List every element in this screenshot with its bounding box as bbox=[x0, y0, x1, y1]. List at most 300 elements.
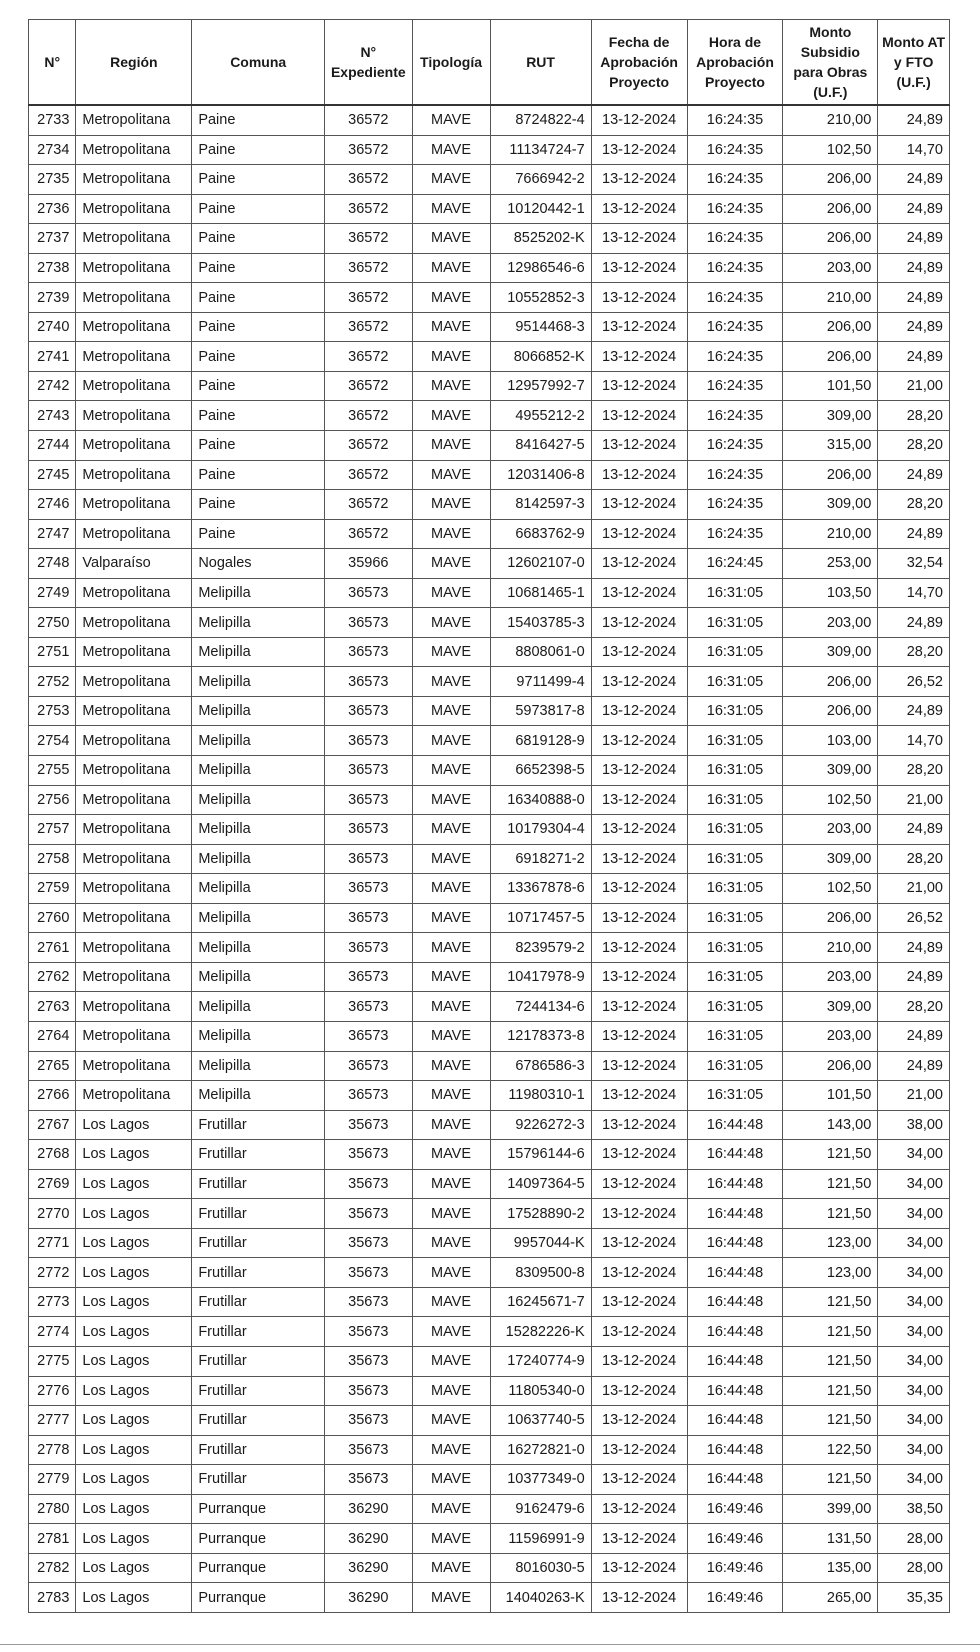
cell-region: Metropolitana bbox=[76, 874, 192, 904]
cell-expediente: 36572 bbox=[325, 165, 412, 195]
cell-numero: 2734 bbox=[29, 135, 76, 165]
cell-tipologia: MAVE bbox=[412, 1465, 490, 1495]
table-row bbox=[29, 903, 950, 933]
cell-expediente: 36573 bbox=[325, 992, 412, 1022]
cell-hora: 16:31:05 bbox=[687, 844, 783, 874]
cell-hora: 16:49:46 bbox=[687, 1494, 783, 1524]
cell-fecha: 13-12-2024 bbox=[591, 1317, 687, 1347]
cell-tipologia: MAVE bbox=[412, 1583, 490, 1613]
cell-expediente: 36573 bbox=[325, 1051, 412, 1081]
cell-expediente: 36290 bbox=[325, 1524, 412, 1554]
cell-monto-subsidio: 102,50 bbox=[783, 135, 878, 165]
cell-tipologia: MAVE bbox=[412, 1081, 490, 1111]
cell-hora: 16:24:35 bbox=[687, 371, 783, 401]
table-row bbox=[29, 785, 950, 815]
cell-numero: 2762 bbox=[29, 962, 76, 992]
cell-monto-at-fto: 24,89 bbox=[878, 608, 950, 638]
cell-hora: 16:44:48 bbox=[687, 1317, 783, 1347]
cell-region: Los Lagos bbox=[76, 1524, 192, 1554]
cell-monto-subsidio: 309,00 bbox=[783, 637, 878, 667]
cell-fecha: 13-12-2024 bbox=[591, 1140, 687, 1170]
cell-numero: 2738 bbox=[29, 253, 76, 283]
cell-region: Los Lagos bbox=[76, 1465, 192, 1495]
cell-region: Los Lagos bbox=[76, 1258, 192, 1288]
cell-hora: 16:31:05 bbox=[687, 1021, 783, 1051]
cell-region: Metropolitana bbox=[76, 608, 192, 638]
cell-expediente: 35673 bbox=[325, 1376, 412, 1406]
cell-numero: 2746 bbox=[29, 490, 76, 520]
cell-expediente: 36573 bbox=[325, 608, 412, 638]
cell-monto-at-fto: 24,89 bbox=[878, 312, 950, 342]
cell-monto-subsidio: 206,00 bbox=[783, 342, 878, 372]
cell-monto-subsidio: 315,00 bbox=[783, 431, 878, 461]
cell-comuna: Paine bbox=[192, 342, 325, 372]
cell-monto-subsidio: 131,50 bbox=[783, 1524, 878, 1554]
cell-comuna: Frutillar bbox=[192, 1376, 325, 1406]
cell-numero: 2750 bbox=[29, 608, 76, 638]
cell-hora: 16:24:35 bbox=[687, 519, 783, 549]
cell-hora: 16:24:35 bbox=[687, 460, 783, 490]
cell-expediente: 35673 bbox=[325, 1435, 412, 1465]
cell-region: Los Lagos bbox=[76, 1435, 192, 1465]
cell-rut: 7666942-2 bbox=[490, 165, 591, 195]
cell-fecha: 13-12-2024 bbox=[591, 224, 687, 254]
cell-tipologia: MAVE bbox=[412, 1524, 490, 1554]
cell-hora: 16:24:35 bbox=[687, 253, 783, 283]
cell-expediente: 35673 bbox=[325, 1406, 412, 1436]
cell-rut: 14040263-K bbox=[490, 1583, 591, 1613]
table-row bbox=[29, 1140, 950, 1170]
cell-comuna: Purranque bbox=[192, 1524, 325, 1554]
cell-monto-subsidio: 253,00 bbox=[783, 549, 878, 579]
cell-comuna: Melipilla bbox=[192, 1051, 325, 1081]
cell-rut: 13367878-6 bbox=[490, 874, 591, 904]
cell-hora: 16:31:05 bbox=[687, 874, 783, 904]
cell-comuna: Melipilla bbox=[192, 933, 325, 963]
cell-comuna: Melipilla bbox=[192, 756, 325, 786]
cell-rut: 10120442-1 bbox=[490, 194, 591, 224]
cell-fecha: 13-12-2024 bbox=[591, 726, 687, 756]
cell-monto-subsidio: 121,50 bbox=[783, 1376, 878, 1406]
table-row bbox=[29, 933, 950, 963]
cell-fecha: 13-12-2024 bbox=[591, 815, 687, 845]
cell-expediente: 36573 bbox=[325, 1081, 412, 1111]
cell-fecha: 13-12-2024 bbox=[591, 1110, 687, 1140]
cell-numero: 2757 bbox=[29, 815, 76, 845]
cell-monto-subsidio: 121,50 bbox=[783, 1169, 878, 1199]
cell-rut: 8724822-4 bbox=[490, 105, 591, 135]
cell-expediente: 36572 bbox=[325, 224, 412, 254]
cell-expediente: 36573 bbox=[325, 815, 412, 845]
cell-monto-at-fto: 28,20 bbox=[878, 992, 950, 1022]
cell-expediente: 36573 bbox=[325, 933, 412, 963]
cell-region: Metropolitana bbox=[76, 460, 192, 490]
cell-rut: 8142597-3 bbox=[490, 490, 591, 520]
cell-numero: 2740 bbox=[29, 312, 76, 342]
cell-monto-subsidio: 210,00 bbox=[783, 519, 878, 549]
cell-rut: 14097364-5 bbox=[490, 1169, 591, 1199]
cell-comuna: Paine bbox=[192, 519, 325, 549]
cell-comuna: Melipilla bbox=[192, 726, 325, 756]
cell-numero: 2737 bbox=[29, 224, 76, 254]
cell-tipologia: MAVE bbox=[412, 696, 490, 726]
cell-rut: 6683762-9 bbox=[490, 519, 591, 549]
cell-monto-subsidio: 265,00 bbox=[783, 1583, 878, 1613]
cell-tipologia: MAVE bbox=[412, 1199, 490, 1229]
table-row bbox=[29, 371, 950, 401]
cell-tipologia: MAVE bbox=[412, 224, 490, 254]
cell-monto-subsidio: 399,00 bbox=[783, 1494, 878, 1524]
cell-fecha: 13-12-2024 bbox=[591, 1258, 687, 1288]
cell-numero: 2758 bbox=[29, 844, 76, 874]
cell-monto-at-fto: 24,89 bbox=[878, 1051, 950, 1081]
cell-hora: 16:31:05 bbox=[687, 756, 783, 786]
cell-comuna: Melipilla bbox=[192, 1081, 325, 1111]
cell-rut: 10717457-5 bbox=[490, 903, 591, 933]
cell-rut: 8309500-8 bbox=[490, 1258, 591, 1288]
cell-monto-subsidio: 206,00 bbox=[783, 667, 878, 697]
cell-comuna: Melipilla bbox=[192, 785, 325, 815]
cell-tipologia: MAVE bbox=[412, 1317, 490, 1347]
cell-fecha: 13-12-2024 bbox=[591, 992, 687, 1022]
cell-fecha: 13-12-2024 bbox=[591, 490, 687, 520]
cell-comuna: Frutillar bbox=[192, 1199, 325, 1229]
cell-comuna: Frutillar bbox=[192, 1287, 325, 1317]
cell-tipologia: MAVE bbox=[412, 283, 490, 313]
cell-rut: 12986546-6 bbox=[490, 253, 591, 283]
cell-hora: 16:49:46 bbox=[687, 1553, 783, 1583]
cell-monto-subsidio: 206,00 bbox=[783, 165, 878, 195]
cell-hora: 16:31:05 bbox=[687, 1081, 783, 1111]
cell-tipologia: MAVE bbox=[412, 1376, 490, 1406]
cell-numero: 2776 bbox=[29, 1376, 76, 1406]
cell-rut: 17240774-9 bbox=[490, 1346, 591, 1376]
cell-tipologia: MAVE bbox=[412, 1494, 490, 1524]
cell-monto-at-fto: 24,89 bbox=[878, 696, 950, 726]
cell-tipologia: MAVE bbox=[412, 342, 490, 372]
cell-numero: 2772 bbox=[29, 1258, 76, 1288]
cell-comuna: Melipilla bbox=[192, 903, 325, 933]
cell-numero: 2769 bbox=[29, 1169, 76, 1199]
cell-expediente: 35673 bbox=[325, 1287, 412, 1317]
cell-monto-subsidio: 206,00 bbox=[783, 1051, 878, 1081]
cell-numero: 2779 bbox=[29, 1465, 76, 1495]
cell-tipologia: MAVE bbox=[412, 194, 490, 224]
cell-rut: 11980310-1 bbox=[490, 1081, 591, 1111]
cell-monto-subsidio: 206,00 bbox=[783, 312, 878, 342]
cell-numero: 2751 bbox=[29, 637, 76, 667]
cell-fecha: 13-12-2024 bbox=[591, 962, 687, 992]
cell-expediente: 36290 bbox=[325, 1494, 412, 1524]
cell-hora: 16:31:05 bbox=[687, 578, 783, 608]
cell-fecha: 13-12-2024 bbox=[591, 608, 687, 638]
cell-monto-subsidio: 309,00 bbox=[783, 490, 878, 520]
cell-hora: 16:44:48 bbox=[687, 1199, 783, 1229]
cell-hora: 16:31:05 bbox=[687, 1051, 783, 1081]
cell-monto-subsidio: 103,50 bbox=[783, 578, 878, 608]
cell-monto-at-fto: 28,20 bbox=[878, 756, 950, 786]
cell-comuna: Frutillar bbox=[192, 1140, 325, 1170]
table-row bbox=[29, 874, 950, 904]
cell-rut: 5973817-8 bbox=[490, 696, 591, 726]
cell-tipologia: MAVE bbox=[412, 815, 490, 845]
cell-comuna: Melipilla bbox=[192, 578, 325, 608]
cell-fecha: 13-12-2024 bbox=[591, 578, 687, 608]
cell-numero: 2783 bbox=[29, 1583, 76, 1613]
cell-fecha: 13-12-2024 bbox=[591, 283, 687, 313]
cell-hora: 16:31:05 bbox=[687, 696, 783, 726]
cell-comuna: Melipilla bbox=[192, 874, 325, 904]
cell-comuna: Paine bbox=[192, 312, 325, 342]
cell-region: Metropolitana bbox=[76, 371, 192, 401]
cell-monto-subsidio: 121,50 bbox=[783, 1199, 878, 1229]
cell-tipologia: MAVE bbox=[412, 371, 490, 401]
cell-monto-subsidio: 210,00 bbox=[783, 933, 878, 963]
cell-numero: 2759 bbox=[29, 874, 76, 904]
cell-region: Los Lagos bbox=[76, 1169, 192, 1199]
cell-tipologia: MAVE bbox=[412, 874, 490, 904]
cell-comuna: Frutillar bbox=[192, 1110, 325, 1140]
cell-monto-at-fto: 14,70 bbox=[878, 726, 950, 756]
cell-monto-at-fto: 34,00 bbox=[878, 1169, 950, 1199]
cell-numero: 2780 bbox=[29, 1494, 76, 1524]
cell-tipologia: MAVE bbox=[412, 1169, 490, 1199]
cell-hora: 16:24:35 bbox=[687, 312, 783, 342]
cell-comuna: Paine bbox=[192, 135, 325, 165]
cell-fecha: 13-12-2024 bbox=[591, 194, 687, 224]
cell-monto-subsidio: 203,00 bbox=[783, 815, 878, 845]
cell-monto-subsidio: 102,50 bbox=[783, 785, 878, 815]
cell-region: Metropolitana bbox=[76, 962, 192, 992]
cell-tipologia: MAVE bbox=[412, 1553, 490, 1583]
table-row bbox=[29, 1021, 950, 1051]
cell-monto-subsidio: 206,00 bbox=[783, 224, 878, 254]
cell-rut: 9162479-6 bbox=[490, 1494, 591, 1524]
cell-numero: 2735 bbox=[29, 165, 76, 195]
header-monto-subsidio: Monto Subsidio para Obras (U.F.) bbox=[783, 20, 878, 106]
cell-hora: 16:31:05 bbox=[687, 785, 783, 815]
cell-monto-at-fto: 38,50 bbox=[878, 1494, 950, 1524]
cell-comuna: Melipilla bbox=[192, 696, 325, 726]
cell-rut: 15403785-3 bbox=[490, 608, 591, 638]
cell-numero: 2760 bbox=[29, 903, 76, 933]
page-footer-rule bbox=[0, 1644, 980, 1645]
cell-numero: 2744 bbox=[29, 431, 76, 461]
cell-tipologia: MAVE bbox=[412, 1287, 490, 1317]
cell-tipologia: MAVE bbox=[412, 1110, 490, 1140]
cell-numero: 2781 bbox=[29, 1524, 76, 1554]
cell-monto-subsidio: 121,50 bbox=[783, 1287, 878, 1317]
cell-comuna: Frutillar bbox=[192, 1465, 325, 1495]
cell-fecha: 13-12-2024 bbox=[591, 1435, 687, 1465]
cell-fecha: 13-12-2024 bbox=[591, 1406, 687, 1436]
cell-expediente: 36572 bbox=[325, 194, 412, 224]
cell-numero: 2733 bbox=[29, 105, 76, 135]
cell-expediente: 36572 bbox=[325, 401, 412, 431]
cell-hora: 16:44:48 bbox=[687, 1287, 783, 1317]
cell-comuna: Frutillar bbox=[192, 1346, 325, 1376]
cell-fecha: 13-12-2024 bbox=[591, 1494, 687, 1524]
cell-tipologia: MAVE bbox=[412, 253, 490, 283]
cell-monto-at-fto: 28,00 bbox=[878, 1524, 950, 1554]
cell-fecha: 13-12-2024 bbox=[591, 1553, 687, 1583]
header-row bbox=[29, 20, 950, 106]
cell-monto-at-fto: 24,89 bbox=[878, 519, 950, 549]
cell-rut: 15796144-6 bbox=[490, 1140, 591, 1170]
cell-tipologia: MAVE bbox=[412, 1021, 490, 1051]
table-row bbox=[29, 1376, 950, 1406]
cell-hora: 16:31:05 bbox=[687, 962, 783, 992]
cell-tipologia: MAVE bbox=[412, 312, 490, 342]
table-row bbox=[29, 1081, 950, 1111]
cell-numero: 2767 bbox=[29, 1110, 76, 1140]
table-row bbox=[29, 1435, 950, 1465]
cell-comuna: Paine bbox=[192, 283, 325, 313]
cell-fecha: 13-12-2024 bbox=[591, 667, 687, 697]
cell-fecha: 13-12-2024 bbox=[591, 549, 687, 579]
cell-tipologia: MAVE bbox=[412, 844, 490, 874]
table-row bbox=[29, 1524, 950, 1554]
cell-comuna: Melipilla bbox=[192, 962, 325, 992]
cell-monto-at-fto: 21,00 bbox=[878, 1081, 950, 1111]
table-row bbox=[29, 431, 950, 461]
cell-monto-at-fto: 24,89 bbox=[878, 105, 950, 135]
cell-expediente: 36572 bbox=[325, 312, 412, 342]
cell-fecha: 13-12-2024 bbox=[591, 105, 687, 135]
cell-hora: 16:24:45 bbox=[687, 549, 783, 579]
cell-numero: 2770 bbox=[29, 1199, 76, 1229]
cell-region: Metropolitana bbox=[76, 135, 192, 165]
cell-hora: 16:24:35 bbox=[687, 224, 783, 254]
table-row bbox=[29, 726, 950, 756]
cell-monto-at-fto: 34,00 bbox=[878, 1465, 950, 1495]
cell-comuna: Frutillar bbox=[192, 1258, 325, 1288]
cell-rut: 11596991-9 bbox=[490, 1524, 591, 1554]
table-row bbox=[29, 460, 950, 490]
cell-expediente: 35966 bbox=[325, 549, 412, 579]
cell-monto-at-fto: 28,20 bbox=[878, 844, 950, 874]
cell-rut: 11805340-0 bbox=[490, 1376, 591, 1406]
cell-region: Los Lagos bbox=[76, 1406, 192, 1436]
cell-hora: 16:24:35 bbox=[687, 135, 783, 165]
cell-region: Metropolitana bbox=[76, 578, 192, 608]
cell-region: Los Lagos bbox=[76, 1199, 192, 1229]
cell-hora: 16:44:48 bbox=[687, 1346, 783, 1376]
cell-region: Metropolitana bbox=[76, 194, 192, 224]
cell-monto-at-fto: 24,89 bbox=[878, 165, 950, 195]
cell-fecha: 13-12-2024 bbox=[591, 460, 687, 490]
cell-tipologia: MAVE bbox=[412, 785, 490, 815]
cell-comuna: Melipilla bbox=[192, 992, 325, 1022]
cell-hora: 16:31:05 bbox=[687, 815, 783, 845]
cell-region: Metropolitana bbox=[76, 844, 192, 874]
cell-rut: 12602107-0 bbox=[490, 549, 591, 579]
table-row bbox=[29, 1258, 950, 1288]
cell-expediente: 36573 bbox=[325, 1021, 412, 1051]
cell-monto-subsidio: 309,00 bbox=[783, 401, 878, 431]
cell-monto-at-fto: 21,00 bbox=[878, 785, 950, 815]
cell-expediente: 35673 bbox=[325, 1110, 412, 1140]
cell-comuna: Paine bbox=[192, 224, 325, 254]
header-expediente: N° Expediente bbox=[325, 20, 412, 106]
cell-expediente: 36572 bbox=[325, 371, 412, 401]
cell-monto-at-fto: 34,00 bbox=[878, 1258, 950, 1288]
table-row bbox=[29, 844, 950, 874]
cell-comuna: Melipilla bbox=[192, 667, 325, 697]
table-row bbox=[29, 1051, 950, 1081]
cell-region: Metropolitana bbox=[76, 283, 192, 313]
table-row bbox=[29, 756, 950, 786]
cell-monto-at-fto: 34,00 bbox=[878, 1317, 950, 1347]
cell-rut: 10637740-5 bbox=[490, 1406, 591, 1436]
cell-hora: 16:44:48 bbox=[687, 1406, 783, 1436]
cell-hora: 16:24:35 bbox=[687, 342, 783, 372]
cell-region: Valparaíso bbox=[76, 549, 192, 579]
cell-comuna: Paine bbox=[192, 460, 325, 490]
cell-rut: 10552852-3 bbox=[490, 283, 591, 313]
cell-expediente: 35673 bbox=[325, 1228, 412, 1258]
cell-rut: 8416427-5 bbox=[490, 431, 591, 461]
cell-hora: 16:49:46 bbox=[687, 1583, 783, 1613]
cell-numero: 2741 bbox=[29, 342, 76, 372]
cell-region: Metropolitana bbox=[76, 1081, 192, 1111]
cell-expediente: 36572 bbox=[325, 431, 412, 461]
cell-expediente: 36573 bbox=[325, 637, 412, 667]
table-row bbox=[29, 608, 950, 638]
cell-monto-at-fto: 28,20 bbox=[878, 401, 950, 431]
cell-region: Metropolitana bbox=[76, 992, 192, 1022]
cell-monto-at-fto: 34,00 bbox=[878, 1435, 950, 1465]
subsidy-table-sheet bbox=[28, 19, 950, 1613]
cell-monto-at-fto: 28,20 bbox=[878, 490, 950, 520]
table-row bbox=[29, 519, 950, 549]
cell-fecha: 13-12-2024 bbox=[591, 785, 687, 815]
cell-numero: 2775 bbox=[29, 1346, 76, 1376]
cell-tipologia: MAVE bbox=[412, 1228, 490, 1258]
cell-numero: 2755 bbox=[29, 756, 76, 786]
cell-tipologia: MAVE bbox=[412, 1140, 490, 1170]
cell-expediente: 36290 bbox=[325, 1583, 412, 1613]
cell-monto-subsidio: 121,50 bbox=[783, 1140, 878, 1170]
cell-comuna: Paine bbox=[192, 401, 325, 431]
table-row bbox=[29, 1583, 950, 1613]
cell-rut: 4955212-2 bbox=[490, 401, 591, 431]
cell-rut: 11134724-7 bbox=[490, 135, 591, 165]
cell-fecha: 13-12-2024 bbox=[591, 1583, 687, 1613]
cell-tipologia: MAVE bbox=[412, 135, 490, 165]
table-row bbox=[29, 1110, 950, 1140]
cell-rut: 8525202-K bbox=[490, 224, 591, 254]
cell-rut: 8066852-K bbox=[490, 342, 591, 372]
cell-monto-subsidio: 143,00 bbox=[783, 1110, 878, 1140]
cell-monto-subsidio: 206,00 bbox=[783, 903, 878, 933]
table-row bbox=[29, 1199, 950, 1229]
table-row bbox=[29, 578, 950, 608]
table-row bbox=[29, 1287, 950, 1317]
cell-tipologia: MAVE bbox=[412, 962, 490, 992]
cell-monto-at-fto: 24,89 bbox=[878, 253, 950, 283]
cell-fecha: 13-12-2024 bbox=[591, 371, 687, 401]
cell-tipologia: MAVE bbox=[412, 1346, 490, 1376]
cell-fecha: 13-12-2024 bbox=[591, 844, 687, 874]
cell-tipologia: MAVE bbox=[412, 756, 490, 786]
cell-monto-at-fto: 34,00 bbox=[878, 1376, 950, 1406]
cell-monto-subsidio: 121,50 bbox=[783, 1465, 878, 1495]
cell-rut: 10681465-1 bbox=[490, 578, 591, 608]
table-row bbox=[29, 490, 950, 520]
table-row bbox=[29, 283, 950, 313]
cell-tipologia: MAVE bbox=[412, 519, 490, 549]
